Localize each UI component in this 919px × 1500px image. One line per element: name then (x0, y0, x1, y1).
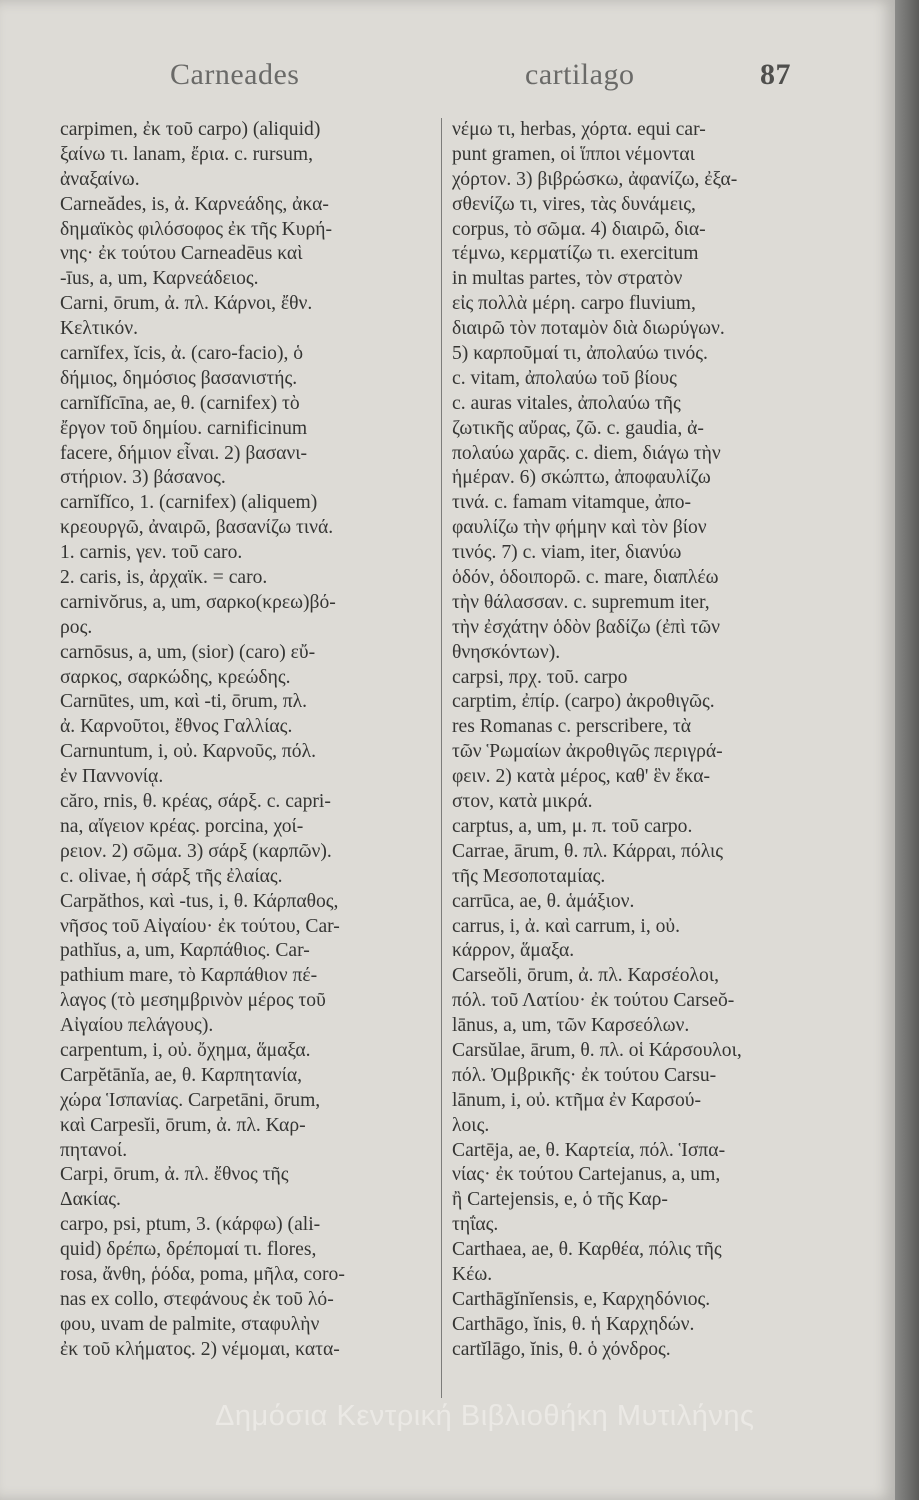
entry-line: στον, κατὰ μικρά. (452, 791, 593, 813)
entry-line: Carpi, ōrum, ἀ. πλ. ἔθνος τῆς (60, 1164, 289, 1186)
entry-line: c. olivae, ἡ σάρξ τῆς ἐλαίας. (60, 865, 283, 887)
entry-line: ρειον. 2) σῶμα. 3) σάρξ (καρπῶν). (60, 840, 332, 862)
entry-line: Κέω. (452, 1263, 493, 1285)
entry-line: carptim, ἐπίρ. (carpo) ἀκροθιγῶς. (452, 691, 715, 713)
entry-line: ἢ Cartejensis, e, ὁ τῆς Καρ- (452, 1189, 668, 1211)
library-watermark: Δημόσια Κεντρική Βιβλιοθήκη Μυτιλήνης (215, 1400, 755, 1432)
entry-line: πολαύω χαρᾶς. c. diem, διάγω τὴν (452, 442, 721, 464)
entry-line: Αἰγαίου πελάγους). (60, 1015, 214, 1037)
page-edge (895, 0, 919, 1500)
left-column (60, 118, 435, 1363)
entry-line: facere, δήμιον εἶναι. 2) βασανι- (60, 442, 308, 464)
entry-line: ἀ. Καρνοῦτοι, ἔθνος Γαλλίας. (60, 716, 293, 738)
entry-line: c. vitam, ἀπολαύω τοῦ βίους (452, 367, 677, 389)
entry-line: Carnuntum, i, οὐ. Καρνοῦς, πόλ. (60, 741, 316, 763)
entry-line: κάρρον, ἅμαξα. (452, 940, 575, 962)
entry-line: τηΐας. (452, 1214, 499, 1236)
entry-line: δημαϊκὸς φιλόσοφος ἐκ τῆς Κυρή- (60, 218, 333, 240)
entry-line: Cartēja, ae, θ. Καρτεία, πόλ. Ἱσπα- (452, 1139, 726, 1161)
entry-line: carnivŏrus, a, um, σαρκο(κρεω)βό- (60, 591, 336, 613)
running-header-center: cartilago (525, 58, 635, 91)
entry-line: ἐκ τοῦ κλήματος. 2) νέμομαι, κατα- (60, 1338, 340, 1360)
entry-line: νῆσος τοῦ Αἰγαίου· ἐκ τούτου, Car- (60, 915, 340, 937)
entry-line: λοις. (452, 1114, 490, 1136)
entry-line: Carneădes, is, ἀ. Καρνεάδης, ἀκα- (60, 193, 329, 215)
entry-line: carpsi, πρχ. τοῦ. carpo (452, 666, 628, 688)
entry-line: χώρα Ἱσπανίας. Carpetāni, ōrum, (60, 1089, 321, 1111)
entry-line: τὴν θάλασσαν. c. supremum iter, (452, 591, 710, 613)
entry-line: Carthāgĭnĭensis, e, Καρχηδόνιος. (452, 1288, 711, 1310)
entry-line: νίας· ἐκ τούτου Cartejanus, a, um, (452, 1164, 721, 1186)
entry-line: Carseŏli, ōrum, ἀ. πλ. Καρσέολοι, (452, 965, 720, 987)
entry-line: χόρτον. 3) βιβρώσκω, ἀφανίζω, ἐξα- (452, 168, 738, 190)
entry-line: Carthāgo, ĭnis, θ. ἡ Καρχηδών. (452, 1313, 695, 1335)
entry-line: Κελτικόν. (60, 318, 139, 340)
entry-line: Carpĕtānĭa, ae, θ. Καρπητανία, (60, 1064, 303, 1086)
entry-line: φειν. 2) κατὰ μέρος, καθ' ἓν ἕκα- (452, 766, 711, 788)
entry-line: carpo, psi, ptum, 3. (κάρφω) (ali- (60, 1214, 321, 1236)
entry-line: nas ex collo, στεφάνους ἐκ τοῦ λό- (60, 1288, 334, 1310)
entry-line: νης· ἐκ τούτου Carneadēus καὶ (60, 243, 303, 265)
entry-line: διαιρῶ τὸν ποταμὸν διὰ διωρύγων. (452, 318, 725, 340)
entry-line: punt gramen, οἱ ἵπποι νέμονται (452, 143, 695, 165)
entry-line: τινός. 7) c. viam, iter, διανύω (452, 542, 682, 564)
entry-line: ὁδόν, ὁδοιπορῶ. c. mare, διαπλέω (452, 567, 719, 589)
entry-line: -īus, a, um, Καρνεάδειος. (60, 268, 259, 290)
entry-line: φου, uvam de palmite, σταφυλὴν (60, 1313, 320, 1335)
entry-line: cartĭlāgo, ĭnis, θ. ὁ χόνδρος. (452, 1338, 671, 1360)
entry-line: κρεουργῶ, ἀναιρῶ, βασανίζω τινά. (60, 517, 334, 539)
entry-line: Carsŭlae, ārum, θ. πλ. οἱ Κάρσουλοι, (452, 1039, 742, 1061)
entry-line: 2. caris, is, ἀρχαϊκ. = caro. (60, 567, 268, 589)
entry-line: Carpăthos, καὶ -tus, i, θ. Κάρπαθος, (60, 890, 339, 912)
entry-line: res Romanas c. perscribere, τὰ (452, 716, 692, 738)
page-number: 87 (760, 58, 791, 91)
entry-line: căro, rnis, θ. κρέας, σάρξ. c. capri- (60, 791, 331, 813)
entry-line: θνησκόντων). (452, 641, 561, 663)
entry-line: pathĭus, a, um, Καρπάθιος. Car- (60, 940, 310, 962)
entry-line: 5) καρποῦμαί τι, ἀπολαύω τινός. (452, 343, 708, 365)
entry-line: Carrae, ārum, θ. πλ. Κάρραι, πόλις (452, 840, 723, 862)
entry-line: na, αἴγειον κρέας. porcina, χοί- (60, 815, 304, 837)
entry-line: τέμνω, κερματίζω τι. exercitum (452, 243, 699, 265)
entry-line: corpus, τὸ σῶμα. 4) διαιρῶ, δια- (452, 218, 706, 240)
entry-line: in multas partes, τὸν στρατὸν (452, 268, 683, 290)
entry-line: τινά. c. famam vitamque, ἀπο- (452, 492, 692, 514)
entry-line: Carthaea, ae, θ. Καρθέα, πόλις τῆς (452, 1239, 722, 1261)
entry-line: λαγος (τὸ μεσημβρινὸν μέρος τοῦ (60, 990, 326, 1012)
entry-line: pathium mare, τὸ Καρπάθιον πέ- (60, 965, 318, 987)
entry-line: ζωτικῆς αὔρας, ζῶ. c. gaudia, ἀ- (452, 417, 704, 439)
entry-line: carnĭfĭcīna, ae, θ. (carnifex) τὸ (60, 392, 300, 414)
entry-line: carnĭfĭco, 1. (carnifex) (aliquem) (60, 492, 318, 514)
entry-line: εἰς πολλὰ μέρη. carpo fluvium, (452, 293, 696, 315)
entry-line: carpentum, i, οὐ. ὄχημα, ἅμαξα. (60, 1039, 311, 1061)
entry-line: carrūca, ae, θ. ἁμάξιον. (452, 890, 635, 912)
entry-line: πόλ. Ὀμβρικῆς· ἐκ τούτου Carsu- (452, 1064, 717, 1086)
entry-line: ἐν Παννονίᾳ. (60, 766, 164, 788)
entry-line: carrus, i, ἀ. καὶ carrum, i, οὐ. (452, 915, 681, 937)
entry-line: Carni, ōrum, ἀ. πλ. Κάρνοι, ἔθν. (60, 293, 313, 315)
entry-line: carpimen, ἐκ τοῦ carpo) (aliquid) (60, 119, 321, 140)
entry-line: c. auras vitales, ἀπολαύω τῆς (452, 392, 681, 414)
entry-line: ρος. (60, 616, 93, 638)
entry-line: σθενίζω τι, vires, τὰς δυνάμεις, (452, 193, 696, 215)
entry-line: δήμιος, δημόσιος βασανιστής. (60, 367, 298, 389)
entry-line: τῶν Ῥωμαίων ἀκροθιγῶς περιγρά- (452, 741, 723, 763)
entry-line: 1. carnis, γεν. τοῦ caro. (60, 542, 243, 564)
entry-line: lānus, a, um, τῶν Καρσεόλων. (452, 1015, 690, 1037)
entry-line: rosa, ἄνθη, ῥόδα, poma, μῆλα, coro- (60, 1263, 345, 1285)
entry-line: carnĭfex, ĭcis, ἀ. (caro-facio), ὁ (60, 343, 304, 365)
entry-line: ἡμέραν. 6) σκώπτω, ἀποφαυλίζω (452, 467, 711, 489)
entry-line: ἀναξαίνω. (60, 168, 140, 190)
running-header-left: Carneades (170, 58, 300, 91)
entry-line: τὴν ἐσχάτην ὁδὸν βαδίζω (ἐπὶ τῶν (452, 616, 721, 638)
entry-line: πητανοί. (60, 1139, 128, 1161)
entry-line: carptus, a, um, μ. π. τοῦ carpo. (452, 815, 693, 837)
entry-line: lānum, i, οὐ. κτῆμα ἐν Καρσού- (452, 1089, 702, 1111)
entry-line: ξαίνω τι. lanam, ἔρια. c. rursum, (60, 143, 314, 165)
entry-line: πόλ. τοῦ Λατίου· ἐκ τούτου Carseŏ- (452, 990, 735, 1012)
entry-line: quid) δρέπω, δρέπομαί τι. flores, (60, 1239, 317, 1261)
column-divider (441, 118, 442, 1398)
entry-line: φαυλίζω τὴν φήμην καὶ τὸν βίον (452, 517, 707, 539)
entry-line: τῆς Μεσοποταμίας. (452, 865, 606, 887)
right-column (452, 118, 832, 1363)
entry-line: Δακίας. (60, 1189, 121, 1211)
entry-line: Carnūtes, um, καὶ -ti, ōrum, πλ. (60, 691, 308, 713)
entry-line: carnōsus, a, um, (sior) (caro) εὔ- (60, 641, 316, 663)
entry-line: στήριον. 3) βάσανος. (60, 467, 226, 489)
entry-line: καὶ Carpesĭi, ōrum, ἀ. πλ. Καρ- (60, 1114, 306, 1136)
entry-line: ἔργον τοῦ δημίου. carnificinum (60, 417, 308, 439)
entry-line: νέμω τι, herbas, χόρτα. equi car- (452, 119, 706, 140)
entry-line: σαρκος, σαρκώδης, κρεώδης. (60, 666, 291, 688)
